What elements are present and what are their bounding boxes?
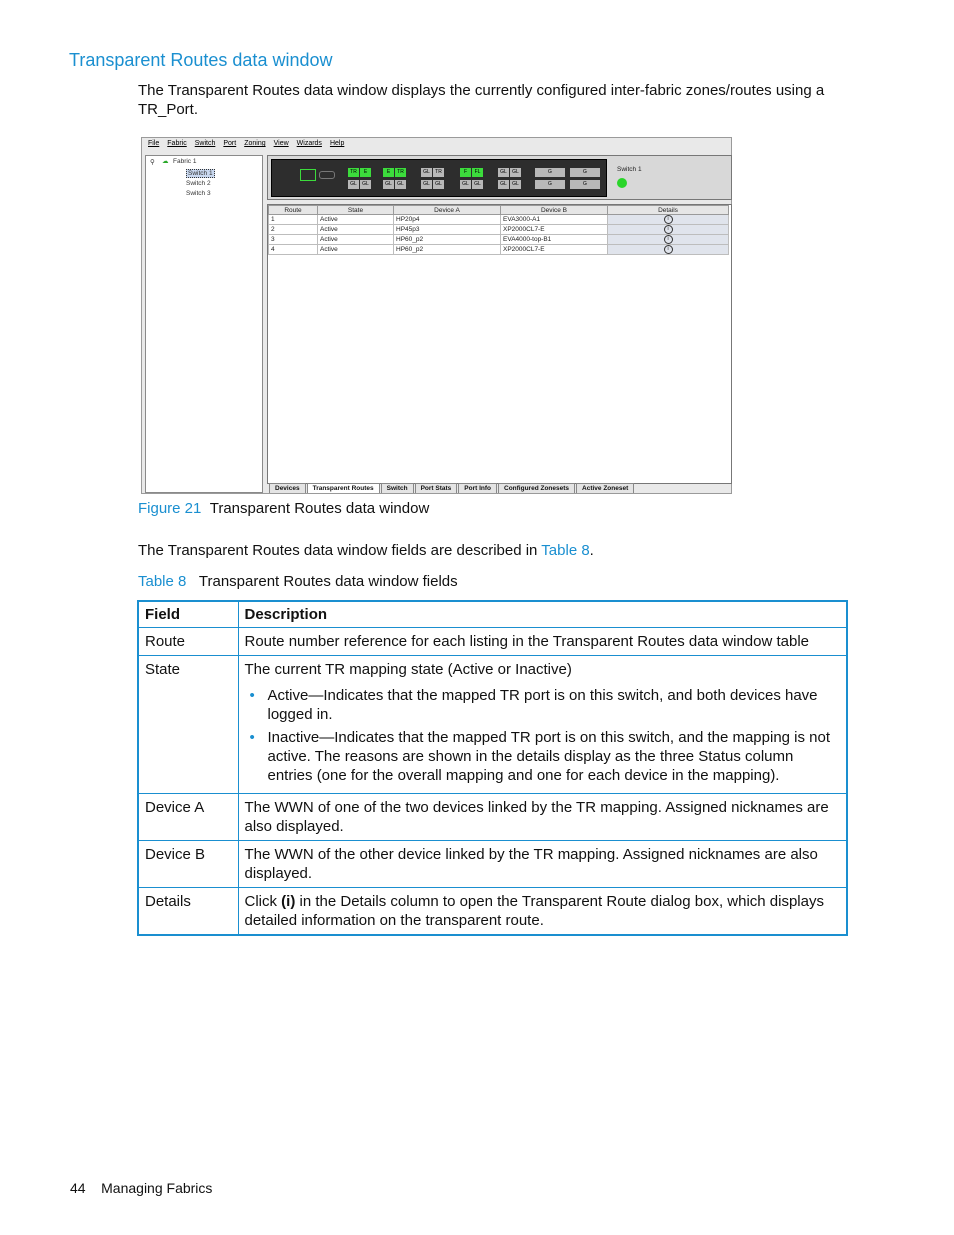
section-heading: Transparent Routes data window xyxy=(69,50,333,70)
cell-device-a: HP60_p2 xyxy=(394,245,501,255)
menu-port[interactable]: Port xyxy=(223,140,237,147)
fabric-icon: ☁ xyxy=(162,158,169,165)
cell-state: Active xyxy=(318,225,394,235)
cell-state: Active xyxy=(318,215,394,225)
field-device-a: Device A xyxy=(138,794,238,841)
menu-wizards[interactable]: Wizards xyxy=(296,140,322,147)
tab-active-zoneset[interactable]: Active Zoneset xyxy=(576,483,634,493)
figure-title: Transparent Routes data window xyxy=(209,500,430,517)
desc-state-text: The current TR mapping state (Active or Inactive) xyxy=(244,661,572,678)
table-caption xyxy=(138,572,458,591)
cell-details[interactable] xyxy=(608,235,729,245)
bullet-active: • Active—Indicates that the mapped TR port is on this switch, and both devices have logged in. xyxy=(268,686,841,724)
table-row[interactable] xyxy=(269,245,729,255)
fields-sentence-end: . xyxy=(589,542,594,559)
port-gl[interactable]: GL xyxy=(421,168,432,177)
cell-device-a: HP20p4 xyxy=(394,215,501,225)
port-gl[interactable]: GL xyxy=(383,180,394,189)
bullet-inactive: • Inactive—Indicates that the mapped TR port is on this switch, and the mapping is not active. The reasons are shown in the details display as the three Status column entries (one for the overall mapping and one for each device in the mapping). xyxy=(268,728,841,785)
port-gl[interactable]: GL xyxy=(348,180,359,189)
cell-device-b: EVA4000-top-B1 xyxy=(501,235,608,245)
port-gl[interactable]: GL xyxy=(510,180,521,189)
transparent-routes-grid xyxy=(267,204,732,484)
fields-sentence xyxy=(138,541,594,560)
grid-header-row xyxy=(269,206,729,215)
menu-file[interactable]: File xyxy=(148,140,160,147)
header-description: Description xyxy=(238,601,847,628)
tab-configured-zonesets[interactable]: Configured Zonesets xyxy=(498,483,575,493)
header-field: Field xyxy=(138,601,238,628)
table-row xyxy=(138,794,847,841)
switch-chassis xyxy=(271,159,607,197)
table-row xyxy=(138,656,847,794)
info-icon[interactable]: i xyxy=(664,235,673,244)
port-g[interactable]: G xyxy=(570,168,600,177)
port-tr[interactable]: TR xyxy=(433,168,444,177)
desc-details xyxy=(238,888,847,936)
desc-device-a: The WWN of one of the two devices linked by the TR mapping. Assigned nicknames are also displayed. xyxy=(238,794,847,841)
cell-route: 3 xyxy=(269,235,318,245)
figure-number: Figure 21 xyxy=(138,500,202,517)
info-icon[interactable]: i xyxy=(664,225,673,234)
field-state: State xyxy=(138,656,238,794)
field-device-b: Device B xyxy=(138,841,238,888)
col-header-details[interactable]: Details xyxy=(608,206,729,215)
menu-zoning[interactable]: Zoning xyxy=(244,140,266,147)
cell-route: 2 xyxy=(269,225,318,235)
field-route: Route xyxy=(138,628,238,656)
port-gl[interactable]: GL xyxy=(360,180,371,189)
info-glyph-label: (i) xyxy=(281,893,296,910)
cell-details[interactable] xyxy=(608,245,729,255)
table-row xyxy=(138,888,847,936)
port-gl[interactable]: GL xyxy=(433,180,444,189)
port-gl[interactable]: GL xyxy=(421,180,432,189)
page-footer xyxy=(70,1180,212,1196)
port-gl[interactable]: GL xyxy=(498,180,509,189)
cell-device-b: EVA3000-A1 xyxy=(501,215,608,225)
port-g[interactable]: G xyxy=(570,180,600,189)
desc-state xyxy=(238,656,847,794)
tree-item-fabric[interactable]: Fabric 1 xyxy=(173,158,197,165)
menu-view[interactable]: View xyxy=(273,140,289,147)
col-header-route[interactable]: Route xyxy=(269,206,318,215)
menu-switch[interactable]: Switch xyxy=(194,140,216,147)
fields-table xyxy=(137,600,848,936)
info-icon[interactable]: i xyxy=(664,215,673,224)
cell-device-b: XP2000CL7-E xyxy=(501,245,608,255)
menu-help[interactable]: Help xyxy=(329,140,345,147)
port-e[interactable]: E xyxy=(360,168,371,177)
desc-details-start: Click xyxy=(244,893,282,910)
cell-device-a: HP60_p2 xyxy=(394,235,501,245)
cell-details[interactable] xyxy=(608,215,729,225)
state-bullets xyxy=(245,686,841,785)
table-row xyxy=(138,841,847,888)
tab-port-stats[interactable]: Port Stats xyxy=(415,483,458,493)
tab-switch[interactable]: Switch xyxy=(381,483,414,493)
tree-item-switch-1[interactable]: Switch 1 xyxy=(188,170,213,177)
cell-details[interactable] xyxy=(608,225,729,235)
fields-sentence-text: The Transparent Routes data window fields are described in xyxy=(138,542,542,559)
fabric-tree-expander-icon[interactable]: ⚲ xyxy=(150,159,155,166)
screenshot-figure xyxy=(141,137,732,494)
switch-faceplate-panel xyxy=(267,155,732,200)
desc-device-b: The WWN of the other device linked by the TR mapping. Assigned nicknames are also displayed. xyxy=(238,841,847,888)
col-header-device-b[interactable]: Device B xyxy=(501,206,608,215)
cell-device-b: XP2000CL7-E xyxy=(501,225,608,235)
table-number: Table 8 xyxy=(138,573,187,590)
cell-route: 4 xyxy=(269,245,318,255)
col-header-device-a[interactable]: Device A xyxy=(394,206,501,215)
cell-state: Active xyxy=(318,235,394,245)
table-header-row xyxy=(138,601,847,628)
tab-devices[interactable]: Devices xyxy=(269,483,306,493)
port-gl[interactable]: GL xyxy=(460,180,471,189)
menu-fabric[interactable]: Fabric xyxy=(167,140,187,147)
cell-route: 1 xyxy=(269,215,318,225)
tab-port-info[interactable]: Port Info xyxy=(458,483,497,493)
table-row[interactable] xyxy=(269,215,729,225)
data-window-tabs xyxy=(269,483,635,493)
switch-status-icon xyxy=(617,178,627,188)
table-title: Transparent Routes data window fields xyxy=(198,573,458,590)
port-tr[interactable]: TR xyxy=(348,168,359,177)
menu-bar xyxy=(144,140,729,151)
page-number: 44 xyxy=(70,1180,86,1196)
port-tr[interactable]: TR xyxy=(395,168,406,177)
info-icon[interactable]: i xyxy=(664,245,673,254)
port-f[interactable]: F xyxy=(460,168,471,177)
port-gl[interactable]: GL xyxy=(395,180,406,189)
footer-section: Managing Fabrics xyxy=(101,1180,213,1196)
tree-item-switch-2[interactable]: Switch 2 xyxy=(186,180,211,187)
port-fl[interactable]: FL xyxy=(472,168,483,177)
desc-details-end: in the Details column to open the Transparent Route dialog box, which displays detailed information on the transparent route. xyxy=(244,893,824,929)
serial-port-icon xyxy=(319,171,335,179)
cell-state: Active xyxy=(318,245,394,255)
table-row xyxy=(138,628,847,656)
cell-device-a: HP45p3 xyxy=(394,225,501,235)
figure-caption xyxy=(138,499,429,518)
port-gl[interactable]: GL xyxy=(498,168,509,177)
col-header-state[interactable]: State xyxy=(318,206,394,215)
fabric-tree xyxy=(145,155,263,493)
port-g[interactable]: G xyxy=(535,180,565,189)
port-gl[interactable]: GL xyxy=(472,180,483,189)
port-g[interactable]: G xyxy=(535,168,565,177)
intro-paragraph: The Transparent Routes data window displays the currently configured inter-fabric zones/routes using a TR_Port. xyxy=(138,82,825,118)
tree-item-switch-3[interactable]: Switch 3 xyxy=(186,190,211,197)
field-details: Details xyxy=(138,888,238,936)
table-row[interactable] xyxy=(269,225,729,235)
table-row[interactable] xyxy=(269,235,729,245)
port-gl[interactable]: GL xyxy=(510,168,521,177)
tab-transparent-routes[interactable]: Transparent Routes xyxy=(307,483,380,493)
switch-name-label: Switch 1 xyxy=(617,166,642,173)
table-8-link[interactable]: Table 8 xyxy=(541,542,590,559)
management-port-icon xyxy=(300,169,316,181)
port-e[interactable]: E xyxy=(383,168,394,177)
desc-route: Route number reference for each listing in the Transparent Routes data window table xyxy=(238,628,847,656)
